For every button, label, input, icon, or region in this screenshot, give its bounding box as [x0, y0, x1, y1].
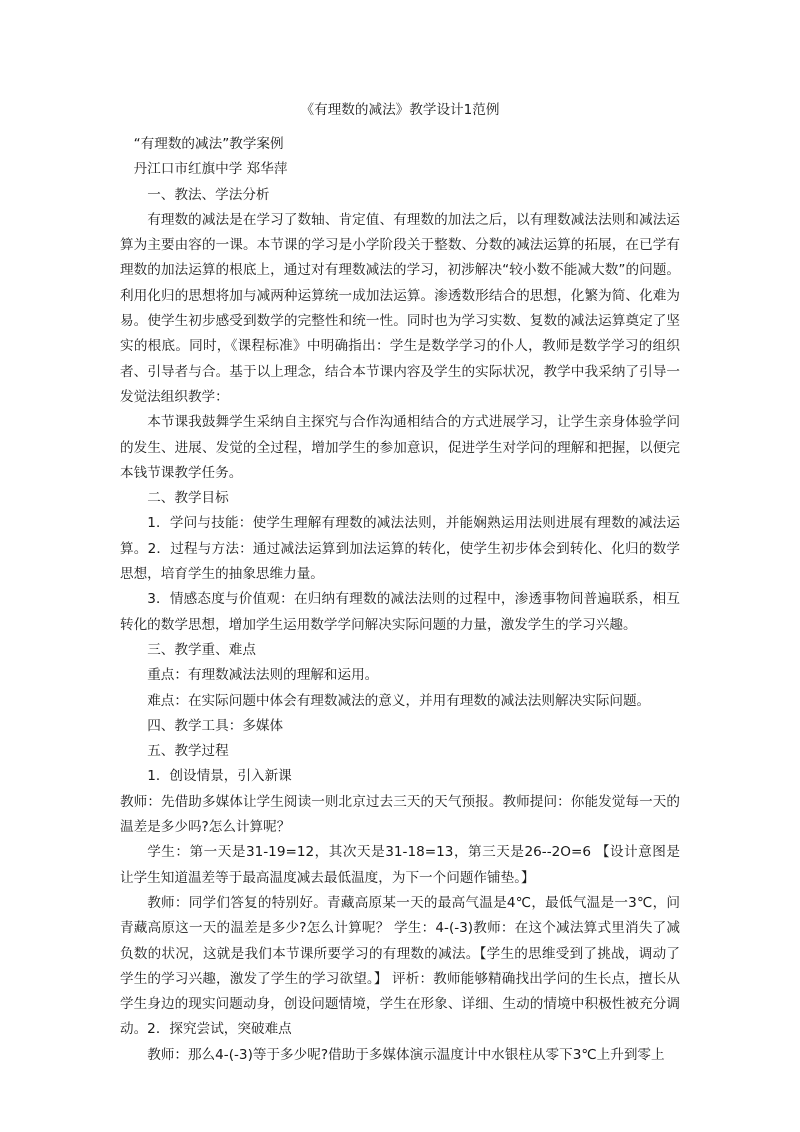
paragraph-difficulty: 难点：在实际问题中体会有理数减法的意义，并用有理数的减法法则解决实际问题。 [147, 692, 651, 709]
paragraph-method-analysis: 有理数的减法是在学习了数轴、肯定值、有理数的加法之后，以有理数减法法则和减法运算为主要由容的一课。本节课的学习是小学阶段关于整数、分数的减法运算的拓展，在已学有理数的加法运算的根底上，通过对有理数减法的学习，初涉解决“较小数不能减大数”的问题。利用化归的思想将加与减两种运算统一成加法运算。渗透数形结合的思想，化繁为简、化难为易。使学生初步感受到数学的完整性和统一性。同时也为学习实数、复数的减法运算奠定了坚实的根底。同时，《课程标准》中明确指出：学生是数学学习的仆人，教师是数学学习的组织者、引导者与合。基于以上理念，结合本节课内容及学生的实际状况，教学中我采纳了引导一发觉法组织教学： [120, 211, 680, 405]
section-heading-key-points: 三、教学重、难点 [147, 641, 256, 658]
subheading-scenario: 1．创设情景，引入新课 [147, 768, 292, 785]
paragraph-learning-approach: 本节课我鼓舞学生采纳自主探究与合作沟通相结合的方式进展学习，让学生亲身体验学问的发生、进展、发觉的全过程，增加学生的参加意识，促进学生对学问的理解和把握，以便完本钱节课教学任务。 [120, 414, 680, 481]
section-heading-method: 一、教法、学法分析 [147, 186, 270, 203]
document-title: 《有理数的减法》教学设计1范例 [300, 102, 500, 118]
section-heading-tools: 四、教学工具：多媒体 [147, 717, 284, 734]
paragraph-student-answer: 学生：第一天是31-19=12，其次天是31-18=13，第三天是26--2O=6 【设计意图是让学生知道温差等于最高温度减去最低温度，为下一个问题作铺垫。】 [120, 844, 680, 886]
paragraph-teacher-thermometer: 教师：那么4-(-3)等于多少呢?借助于多媒体演示温度计中水银柱从零下3℃上升到零上 [147, 1046, 665, 1063]
paragraph-key-point: 重点：有理数减法法则的理解和运用。 [147, 667, 379, 684]
document-body [120, 132, 680, 1068]
paragraph-goals-knowledge-process: 1．学问与技能：使学生理解有理数的减法法则，并能娴熟运用法则进展有理数的减法运算。2．过程与方法：通过减法运算到加法运算的转化，使学生初步体会到转化、化归的数学思想，培育学生的抽象思维力量。 [120, 515, 680, 583]
paragraph-case-title: “有理数的减法”教学案例 [133, 136, 284, 152]
paragraph-author: 丹江口市红旗中学 郑华萍 [133, 161, 288, 178]
paragraph-teacher-weather: 教师：先借助多媒体让学生阅读一则北京过去三天的天气预报。教师提问：你能发觉每一天的温差是多少吗?怎么计算呢？ [120, 793, 680, 836]
section-heading-goals: 二、教学目标 [147, 490, 229, 507]
paragraph-teacher-plateau: 教师：同学们答复的特别好。青藏高原某一天的最高气温是4℃，最低气温是一3℃，问青藏高原这一天的温差是多少?怎么计算呢？ 学生：4-(-3)教师：在这个减法算式里消失了减负数的状况，这就是我们本节课所要学习的有理数的减法。【学生的思维受到了挑战，调动了学生的学习兴趣，激发了学生的学习欲望。】 评析：教师能够精确找出学问的生长点，擅长从学生身边的现实问题动身，创设问题情境，学生在形象、详细、生动的情境中积极性被充分调动。2．探究尝试，突破难点 [120, 894, 680, 1038]
section-heading-process: 五、教学过程 [147, 743, 229, 760]
paragraph-goals-attitude: 3．情感态度与价值观：在归纳有理数的减法法则的过程中，渗透事物间普遍联系，相互转化的数学思想，增加学生运用数学学问解决实际问题的力量，激发学生的学习兴趣。 [120, 591, 680, 633]
